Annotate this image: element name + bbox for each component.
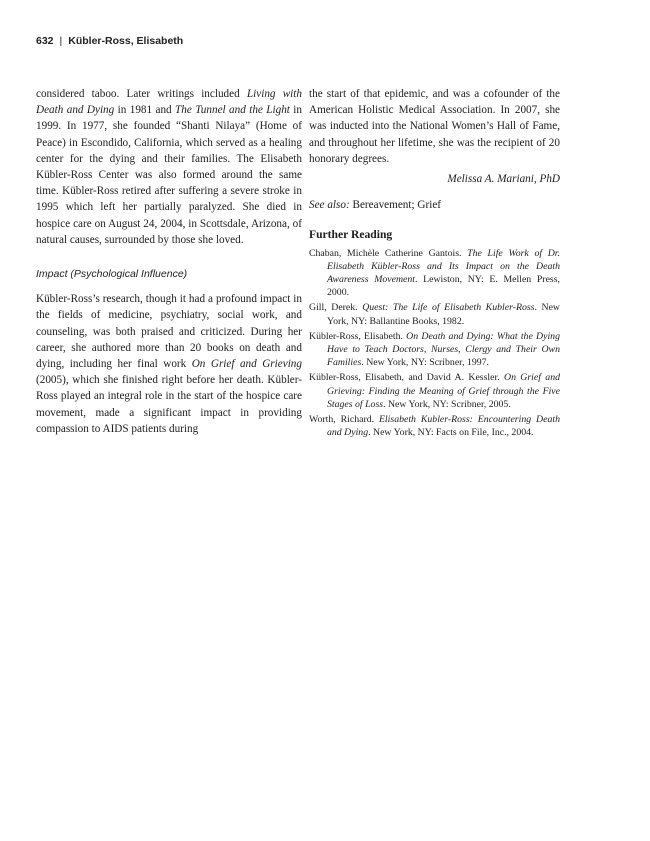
page-number: 632 [36, 35, 54, 47]
reference-author: Kübler-Ross, Elisabeth, and David A. Kessler. [309, 372, 504, 384]
text-run: (2005), which she finished right before her death. Kübler-Ross played an integral role in the start of the hospice care movement, made a significant impact in providing compassion to AIDS patients during [36, 374, 302, 435]
text-run: considered taboo. Later writings included [36, 88, 247, 100]
reference-author: Kübler-Ross, Elisabeth. [309, 330, 407, 342]
text-run: in 1981 and [114, 104, 176, 117]
header-separator: | [59, 35, 63, 47]
reference-publisher: . Lewiston, NY: E. Mellen Press, 2000. [327, 274, 560, 299]
reference-title: Quest: The Life of Elisabeth Kubler-Ross [362, 302, 535, 314]
reference-entry [309, 413, 560, 439]
body-paragraph [36, 86, 302, 248]
reference-publisher: . New York, NY: Ballantine Books, 1982. [327, 302, 560, 327]
book-title: Living with Death and Dying [36, 88, 302, 117]
left-column [36, 86, 302, 437]
see-also-entries: Bereavement; Grief [349, 199, 442, 212]
book-title: On Grief and Grieving [191, 358, 302, 371]
text-run: in 1999. In 1977, she founded “Shanti Nilaya” (Home of Peace) in Escondido, California, which served as a healing center for the dying and their families. The Elisabeth Kübler-Ross Center was also formed around the same time. Kübler-Ross retired after suffering a severe stroke in 1995 which left her partially paralyzed. She died in hospice care on August 24, 2004, in Scottsdale, Arizona, of natural causes, surrounded by those she loved. [36, 104, 302, 246]
author-signature: Melissa A. Mariani, PhD [447, 173, 560, 186]
running-title: Kübler-Ross, Elisabeth [68, 35, 184, 47]
see-also [309, 197, 560, 213]
reference-author: Worth, Richard. [309, 414, 379, 426]
right-column [309, 86, 560, 441]
reference-title: The Life Work of Dr. Elisabeth Kübler-Ross and Its Impact on the Death Awareness Movement [327, 247, 560, 286]
reference-publisher: . New York, NY: Facts on File, Inc., 2004. [368, 427, 534, 439]
text-run: Kübler-Ross’s research, though it had a profound impact in the fields of medicine, psychiatry, social work, and counseling, was both praised and criticized. During her career, she authored more than 20 books on death and dying, including her final work [36, 293, 302, 371]
reference-title: Elisabeth Kubler-Ross: Encountering Death and Dying [327, 414, 560, 439]
reference-author: Gill, Derek. [309, 302, 363, 314]
body-paragraph [36, 291, 302, 437]
reference-entry [309, 301, 560, 327]
reference-title: On Grief and Grieving: Finding the Meaning of Grief through the Five Stages of Loss [327, 372, 560, 410]
section-heading: Impact (Psychological Influence) [36, 268, 188, 281]
body-paragraph: the start of that epidemic, and was a cofounder of the American Holistic Medical Association. In 2007, she was inducted into the National Women’s Hall of Fame, and throughout her lifetime, she was the recipient of 20 honorary degrees. [309, 88, 560, 165]
reference-publisher: . New York, NY: Scribner, 1997. [361, 357, 489, 369]
reference-entry [309, 247, 560, 300]
reference-entry [309, 371, 560, 411]
book-title: The Tunnel and the Light [175, 104, 290, 117]
further-reading-heading: Further Reading [309, 228, 393, 242]
reference-author: Chaban, Michèle Catherine Gantois. [309, 247, 468, 259]
see-also-label: See also: [309, 199, 350, 212]
reference-entry [309, 330, 560, 370]
reference-list [309, 247, 560, 440]
running-header [36, 35, 183, 47]
reference-title: On Death and Dying: What the Dying Have to Teach Doctors, Nurses, Clergy and Their Own Families [327, 330, 560, 369]
reference-publisher: . New York, NY: Scribner, 2005. [383, 398, 511, 410]
